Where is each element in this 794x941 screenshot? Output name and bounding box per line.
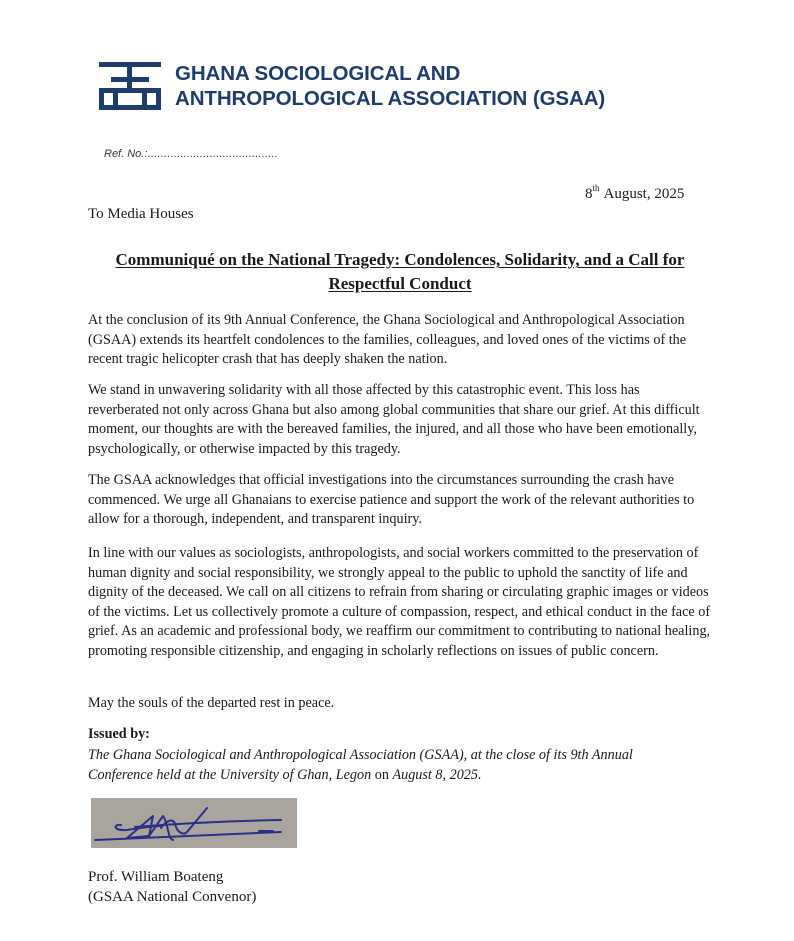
communique-title: Communiqué on the National Tragedy: Condolences, Solidarity, and a Call for Respectful Conduct	[115, 250, 685, 293]
signer-name: Prof. William Boateng	[88, 869, 224, 885]
paragraph-respectful-conduct: In line with our values as sociologists, anthropologists, and social workers committed to the preservation of human dignity and social responsibility, we strongly appeal to the public to uphold the sanctity of life and dignity of the deceased. We call on all citizens to refrain from sharing or circulating graphic images or videos of the victims. Let us collectively promote a culture of compassion, respect, and ethical conduct in the face of grief. As an academic and professional body, we reaffirm our commitment to contributing to national healing, promoting responsible citizenship, and engaging in scholarly reflections on issues of public concern.	[88, 545, 711, 659]
date-ordinal: th	[592, 183, 600, 193]
date-month-year: August, 2025	[603, 186, 685, 202]
issuer-description: The Ghana Sociological and Anthropological Association (GSAA), at the close of its 9th Annual Conference held at the University of Ghan, Legon	[88, 747, 633, 783]
signer-role: (GSAA National Convenor)	[88, 888, 257, 905]
signature-image	[91, 798, 297, 848]
issued-on-word: on	[371, 766, 393, 783]
ref-value: ........................................	[147, 148, 278, 160]
paragraph-solidarity: We stand in unwavering solidarity with all those affected by this catastrophic event. This loss has reverberated not only across Ghana but also among global communities that share our grief. At this difficult moment, our thoughts are with the bereaved families, the injured, and all those who have been emotionally, psychologically, or otherwise impacted by this tragedy.	[88, 382, 700, 457]
ref-label: Ref. No.:	[104, 148, 148, 160]
gsaa-logo-icon	[97, 60, 163, 112]
paragraph-investigations: The GSAA acknowledges that official investigations into the circumstances surrounding the crash have commenced. We urge all Ghanaians to exercise patience and support the work of the relevant authorities to allow for a thorough, independent, and transparent inquiry.	[88, 472, 695, 527]
recipient: To Media Houses	[88, 206, 194, 222]
paragraph-rest-in-peace: May the souls of the departed rest in peace.	[88, 695, 335, 711]
signatory	[88, 868, 256, 907]
issued-by-text	[88, 746, 688, 785]
handwritten-signature-icon	[91, 798, 297, 848]
letterhead	[97, 58, 605, 114]
org-name-line-1: GHANA SOCIOLOGICAL AND	[175, 62, 461, 85]
issued-date: August 8, 2025.	[392, 766, 482, 783]
issued-by-label: Issued by:	[88, 726, 150, 742]
reference-number	[104, 148, 278, 160]
date-day: 8	[585, 186, 593, 202]
letter-date	[585, 183, 685, 203]
org-name-line-2: ANTHROPOLOGICAL ASSOCIATION (GSAA)	[175, 87, 606, 110]
organization-name	[175, 61, 605, 111]
paragraph-condolences: At the conclusion of its 9th Annual Conference, the Ghana Sociological and Anthropological Association (GSAA) extends its heartfelt condolences to the families, colleagues, and loved ones of the victims of the recent tragic helicopter crash that has deeply shaken the nation.	[88, 312, 687, 367]
